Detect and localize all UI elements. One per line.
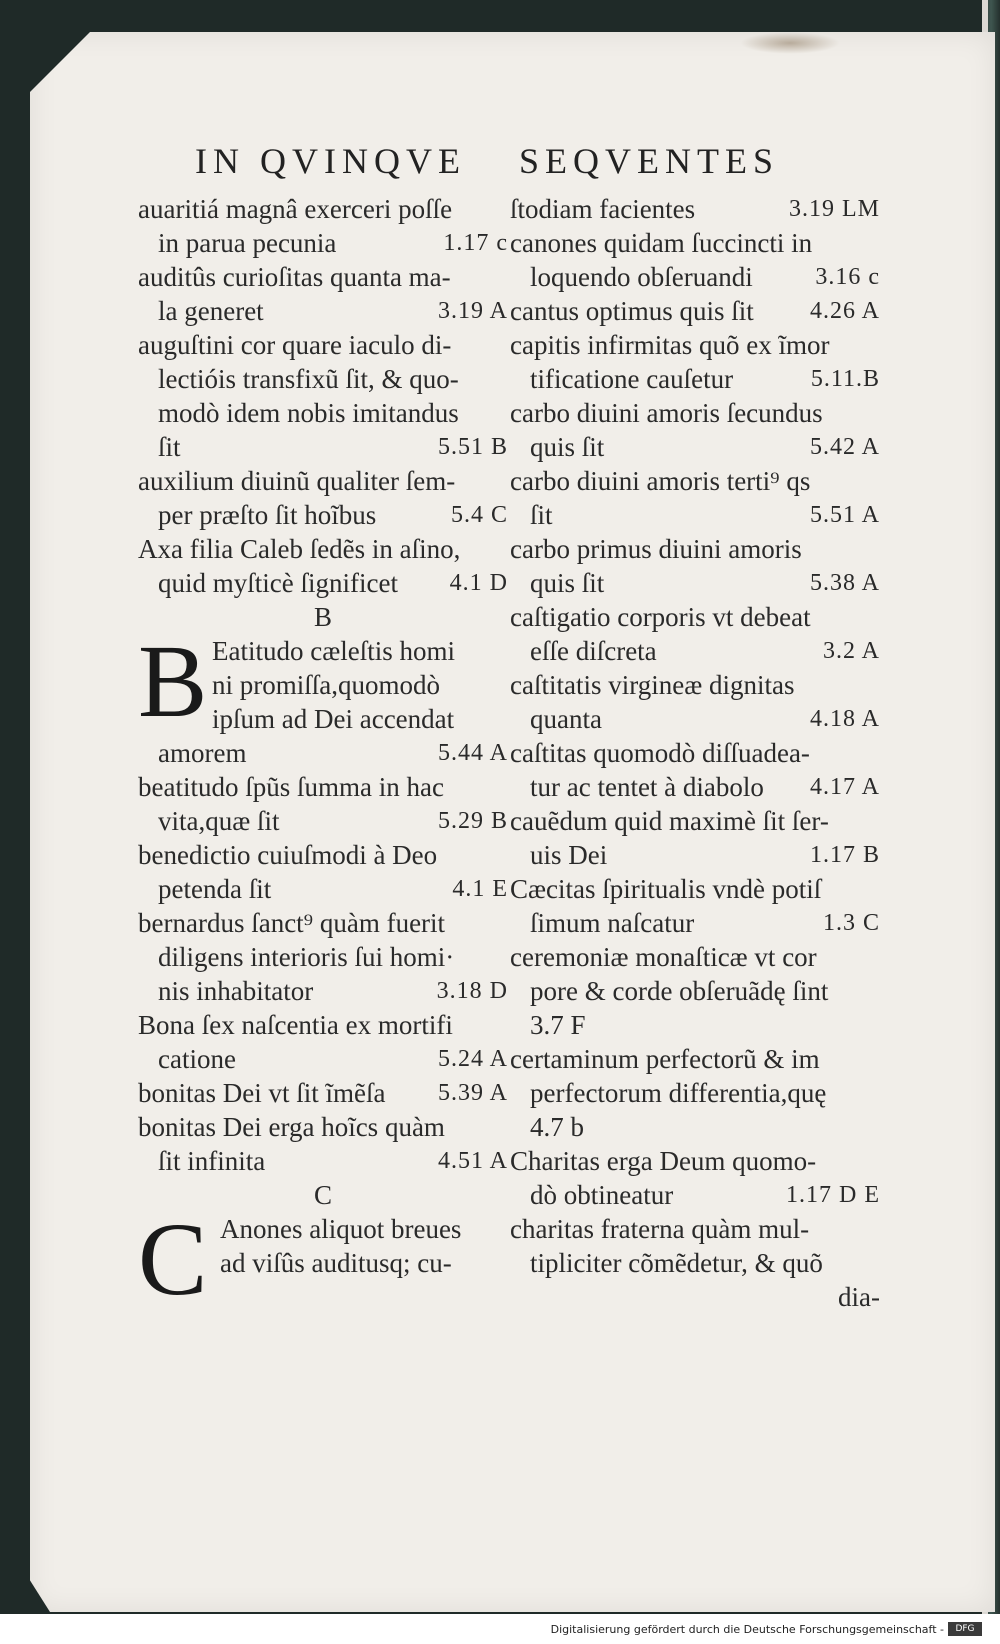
entry-text: la generet — [158, 296, 264, 326]
index-entry-line — [138, 1144, 508, 1178]
entry-text: in parua pecunia — [158, 228, 337, 258]
index-entry-line — [510, 736, 880, 770]
index-entry-line — [510, 1246, 880, 1280]
index-entry-line — [510, 872, 880, 906]
entry-text: nis inhabitator — [158, 976, 314, 1006]
index-entry-line — [220, 1212, 508, 1246]
footer-credit: Digitalisierung gefördert durch die Deutsche Forschungsgemeinschaft - — [550, 1623, 944, 1636]
entry-text: quis ſit — [530, 568, 605, 598]
index-entry-line — [510, 260, 880, 294]
entry-text: charitas fraterna quàm mul- — [510, 1214, 810, 1244]
index-entry-line — [212, 702, 508, 736]
entry-reference: 1.17 B — [809, 842, 880, 868]
index-entry-line — [510, 906, 880, 940]
entry-reference: 5.24 A — [437, 1046, 508, 1072]
entry-text: carbo diuini amoris terti⁹ qs — [510, 466, 811, 496]
entry-text: ſit — [158, 432, 181, 462]
index-entry-line — [510, 1280, 880, 1314]
entry-reference: 4.51 A — [437, 1148, 508, 1174]
entry-text: ſtodiam facientes — [510, 194, 696, 224]
index-entry-line — [138, 770, 508, 804]
index-entry-line — [510, 1110, 880, 1144]
entry-text: bonitas Dei erga hoĩcs quàm — [138, 1112, 445, 1142]
entry-text: petenda ſit — [158, 874, 272, 904]
entry-text: eſſe diſcreta — [530, 636, 657, 666]
entry-text: 4.7 b — [530, 1112, 584, 1142]
entry-text: Charitas erga Deum quomo- — [510, 1146, 817, 1176]
entry-text: quanta — [530, 704, 602, 734]
index-entry-line — [510, 634, 880, 668]
initial-block — [138, 624, 508, 739]
index-entry-line — [510, 838, 880, 872]
entry-reference: 1.17 D E — [786, 1182, 880, 1208]
entry-text: 3.7 F — [530, 1010, 586, 1040]
entry-text: pore & corde obſeruãdę ſint — [530, 976, 829, 1006]
entry-text: Eatitudo cæleſtis homi — [212, 636, 455, 666]
index-entry-line — [138, 974, 508, 1008]
index-entry-line — [138, 1076, 508, 1110]
entry-reference: 4.17 A — [809, 774, 880, 800]
index-entry-line — [510, 532, 880, 566]
index-entry-line — [138, 226, 508, 260]
index-entry-line — [510, 362, 880, 396]
index-entry-line — [510, 498, 880, 532]
entry-text: tipliciter cõmẽdetur, & quõ — [530, 1248, 823, 1278]
entry-text: beatitudo ſpũs ſumma in hac — [138, 772, 444, 802]
index-entry-line — [212, 668, 508, 702]
entry-reference: 3.19 A — [437, 298, 508, 324]
index-entry-line — [510, 668, 880, 702]
entry-reference: 5.38 A — [809, 570, 880, 596]
entry-text: carbo diuini amoris ſecundus — [510, 398, 823, 428]
index-entry-line — [138, 1008, 508, 1042]
page-stain — [740, 32, 840, 54]
entry-text: ipſum ad Dei accendat — [212, 704, 455, 734]
entry-text: auxilium diuinũ qualiter ſem- — [138, 466, 456, 496]
index-entry-line — [138, 736, 508, 770]
entry-text: benedictio cuiuſmodi à Deo — [138, 840, 438, 870]
index-entry-line — [510, 770, 880, 804]
index-entry-line — [138, 328, 508, 362]
entry-reference: 5.11.B — [810, 366, 880, 392]
index-entry-line — [138, 532, 508, 566]
entry-text: caſtitas quomodò diſſuadea- — [510, 738, 810, 768]
entry-text: dò obtineatur — [530, 1180, 674, 1210]
entry-reference: 3.2 A — [822, 638, 880, 664]
index-entry-line — [510, 1042, 880, 1076]
entry-text: carbo primus diuini amoris — [510, 534, 802, 564]
index-entry-line — [510, 1212, 880, 1246]
running-head — [195, 140, 845, 182]
entry-reference: 1.17 c — [443, 230, 508, 256]
index-entry-line — [510, 804, 880, 838]
entry-text: ad viſûs auditusq; cu- — [220, 1248, 452, 1278]
entry-text: uis Dei — [530, 840, 608, 870]
entry-reference: 5.51 B — [437, 434, 508, 460]
running-head-right: SEQVENTES — [518, 141, 779, 181]
entry-text: C — [313, 1180, 332, 1210]
index-entry-line — [510, 192, 880, 226]
dfg-logo: DFG — [948, 1622, 982, 1636]
entry-text: quis ſit — [530, 432, 605, 462]
entry-reference: 5.51 A — [809, 502, 880, 528]
index-entry-line — [138, 1042, 508, 1076]
index-entry-line — [510, 226, 880, 260]
index-column-left — [138, 192, 508, 1317]
entry-text: vita,quæ ſit — [158, 806, 280, 836]
entry-text: capitis infirmitas quõ ex ĩmor — [510, 330, 830, 360]
entry-text: ſimum naſcatur — [530, 908, 695, 938]
index-entry-line — [138, 906, 508, 940]
index-entry-line — [510, 1008, 880, 1042]
entry-reference: 5.44 A — [437, 740, 508, 766]
index-entry-line — [510, 702, 880, 736]
index-entry-line — [510, 974, 880, 1008]
index-entry-line — [220, 1246, 508, 1280]
entry-text: dia- — [838, 1282, 880, 1312]
entry-text: ceremoniæ monaſticæ vt cor — [510, 942, 817, 972]
entry-reference: 5.39 A — [437, 1080, 508, 1106]
entry-text: canones quidam ſuccincti in — [510, 228, 813, 258]
index-entry-line — [138, 192, 508, 226]
entry-text: Bona ſex naſcentia ex mortifi — [138, 1010, 453, 1040]
running-head-left: IN QVINQVE — [195, 141, 466, 181]
index-entry-line — [138, 940, 508, 974]
entry-text: tificatione cauſetur — [530, 364, 734, 394]
entry-text: cauẽdum quid maximè ſit ſer- — [510, 806, 829, 836]
decorated-initial: B — [138, 624, 208, 739]
index-entry-line — [510, 566, 880, 600]
index-entry-line — [510, 396, 880, 430]
index-entry-line — [510, 1178, 880, 1212]
index-entry-line — [510, 940, 880, 974]
entry-text: cantus optimus quis ſit — [510, 296, 754, 326]
index-entry-line — [138, 260, 508, 294]
index-entry-line — [138, 294, 508, 328]
index-column-right — [510, 192, 880, 1314]
index-entry-line — [138, 362, 508, 396]
index-entry-line — [510, 1076, 880, 1110]
digitization-footer — [0, 1614, 1000, 1644]
entry-text: Anones aliquot breues — [220, 1214, 462, 1244]
index-entry-line — [510, 430, 880, 464]
entry-text: Cæcitas ſpiritualis vndè potiſ — [510, 874, 822, 904]
index-entry-line — [510, 1144, 880, 1178]
entry-reference: 1.3 C — [822, 910, 880, 936]
entry-text: ni promiſſa,quomodò — [212, 670, 440, 700]
entry-text: auaritiá magnâ exerceri poſſe — [138, 194, 453, 224]
index-entry-line — [138, 498, 508, 532]
entry-text: B — [313, 602, 332, 632]
entry-text: ſit — [530, 500, 553, 530]
decorated-initial: C — [138, 1202, 208, 1317]
entry-text: auguſtini cor quare iaculo di- — [138, 330, 452, 360]
entry-text: loquendo obſeruandi — [530, 262, 753, 292]
entry-text: auditûs curioſitas quanta ma- — [138, 262, 451, 292]
index-entry-line — [510, 294, 880, 328]
entry-text: diligens interioris ſui homi· — [158, 942, 455, 972]
entry-text: amorem — [158, 738, 247, 768]
index-entry-line — [138, 566, 508, 600]
index-entry-line — [138, 872, 508, 906]
entry-reference: 3.18 D — [436, 978, 508, 1004]
index-entry-line — [510, 600, 880, 634]
entry-text: per præſto ſit hoĩbus — [158, 500, 377, 530]
entry-text: Axa filia Caleb ſedẽs in aſino, — [138, 534, 461, 564]
index-entry-line — [138, 838, 508, 872]
entry-text: bonitas Dei vt ſit ĩmẽſa — [138, 1078, 386, 1108]
entry-text: catione — [158, 1044, 236, 1074]
initial-block — [138, 1202, 508, 1317]
entry-reference: 3.16 c — [815, 264, 880, 290]
entry-reference: 5.42 A — [809, 434, 880, 460]
index-entry-line — [510, 328, 880, 362]
entry-text: ſit infinita — [158, 1146, 266, 1176]
entry-text: lectióis transfixũ ſit, & quo- — [158, 364, 459, 394]
entry-reference: 5.29 B — [437, 808, 508, 834]
entry-text: certaminum perfectorũ & im — [510, 1044, 820, 1074]
index-entry-line — [138, 396, 508, 430]
entry-reference: 4.1 D — [449, 570, 508, 596]
entry-text: quid myſticè ſignificet — [158, 568, 398, 598]
entry-text: modò idem nobis imitandus — [158, 398, 459, 428]
index-entry-line — [212, 634, 508, 668]
index-entry-line — [138, 1110, 508, 1144]
index-entry-line — [138, 464, 508, 498]
entry-reference: 5.4 C — [450, 502, 508, 528]
entry-reference: 3.19 LM — [789, 196, 880, 222]
entry-text: caſtigatio corporis vt debeat — [510, 602, 811, 632]
entry-text: tur ac tentet à diabolo — [530, 772, 764, 802]
entry-text: perfectorum differentia,quę — [530, 1078, 827, 1108]
entry-reference: 4.1 E — [452, 876, 508, 902]
index-entry-line — [138, 804, 508, 838]
index-entry-line — [138, 430, 508, 464]
index-entry-line — [510, 464, 880, 498]
entry-reference: 4.18 A — [809, 706, 880, 732]
entry-text: bernardus ſanct⁹ quàm fuerit — [138, 908, 446, 938]
entry-reference: 4.26 A — [809, 298, 880, 324]
entry-text: caſtitatis virgineæ dignitas — [510, 670, 795, 700]
